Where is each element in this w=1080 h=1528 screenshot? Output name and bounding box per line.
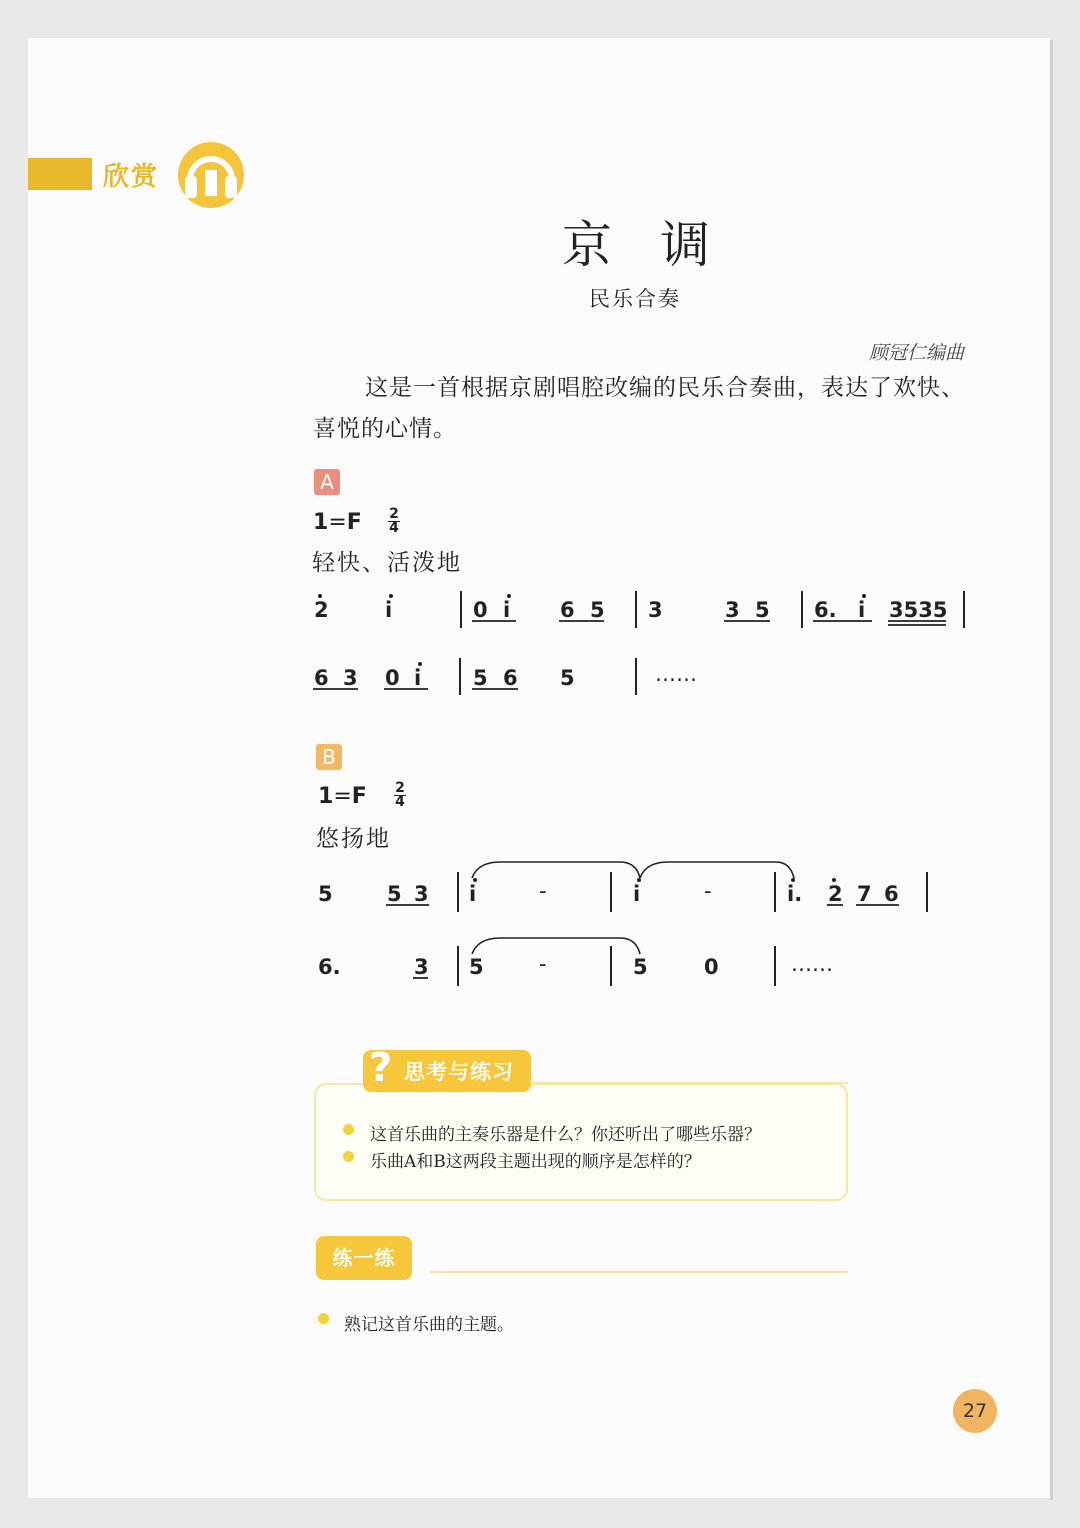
section-a-time-signature: 2 4: [389, 506, 399, 536]
note: i: [385, 598, 393, 622]
note: 5: [473, 666, 488, 690]
note: 5: [633, 955, 648, 979]
note: 5: [560, 666, 575, 690]
section-a-key: 1=F: [313, 510, 362, 535]
note: 3: [414, 882, 429, 906]
note: 0: [704, 955, 719, 979]
note-extension: -: [539, 952, 547, 976]
section-b-line-1: [318, 862, 927, 912]
practice-title: 练一练: [316, 1236, 412, 1280]
question-mark-icon: ?: [369, 1045, 393, 1091]
section-b-badge: B: [316, 744, 342, 770]
section-b-time-signature: 2 4: [395, 780, 405, 810]
bullet-dot: [343, 1151, 354, 1162]
think-title: 思考与练习: [404, 1060, 514, 1084]
page-number: 27: [953, 1389, 997, 1433]
note: 6.: [814, 598, 837, 622]
note: 5: [318, 882, 333, 906]
note: 6: [314, 666, 329, 690]
note: 3: [725, 598, 740, 622]
note: 5: [755, 598, 770, 622]
note: i: [858, 598, 866, 622]
note: 5: [469, 955, 484, 979]
continuation-dots: ……: [791, 952, 833, 976]
question-2: 乐曲A和B这两段主题出现的顺序是怎样的？: [370, 1152, 701, 1172]
practice-rule: [430, 1271, 848, 1273]
note: i.: [787, 882, 803, 906]
section-b-key: 1=F: [318, 784, 367, 809]
note: 0: [473, 598, 488, 622]
note-extension: -: [704, 879, 712, 903]
note: 6: [884, 882, 899, 906]
note: 2: [828, 882, 843, 906]
section-a-badge: A: [314, 469, 340, 495]
note: i: [503, 598, 511, 622]
intro-paragraph: 这是一首根据京剧唱腔改编的民乐合奏曲，表达了欢快、喜悦的心情。: [313, 375, 965, 442]
note: 5: [590, 598, 605, 622]
bullet-dot: [343, 1124, 354, 1135]
note: 6.: [318, 955, 341, 979]
note: 2: [314, 598, 329, 622]
bullet-dot: [318, 1313, 329, 1324]
note: 3535: [889, 598, 948, 622]
section-b-tempo: 悠扬地: [316, 826, 391, 852]
note: 0: [385, 666, 400, 690]
note: 3: [343, 666, 358, 690]
continuation-dots: ……: [655, 662, 697, 686]
note-extension: -: [539, 879, 547, 903]
note: 6: [503, 666, 518, 690]
section-a-line-1: [314, 591, 964, 628]
piece-subtitle: 民乐合奏: [589, 287, 681, 311]
section-b-line-2: [318, 938, 833, 986]
question-1: 这首乐曲的主奏乐器是什么？你还听出了哪些乐器？: [370, 1125, 761, 1145]
note: 3: [414, 955, 429, 979]
note: 5: [387, 882, 402, 906]
practice-item: 熟记这首乐曲的主题。: [344, 1315, 514, 1335]
think-header-rule: [532, 1082, 848, 1084]
note: 3: [648, 598, 663, 622]
section-a-tempo: 轻快、活泼地: [312, 550, 462, 576]
composer-credit: 顾冠仁编曲: [868, 342, 964, 364]
section-a-line-2: [313, 658, 697, 695]
note: 7: [857, 882, 872, 906]
note: i: [633, 882, 641, 906]
note: 6: [560, 598, 575, 622]
note: i: [414, 666, 422, 690]
section-tag-label: 欣赏: [103, 162, 160, 192]
note: i: [469, 882, 477, 906]
piece-title: 京调: [562, 216, 758, 274]
